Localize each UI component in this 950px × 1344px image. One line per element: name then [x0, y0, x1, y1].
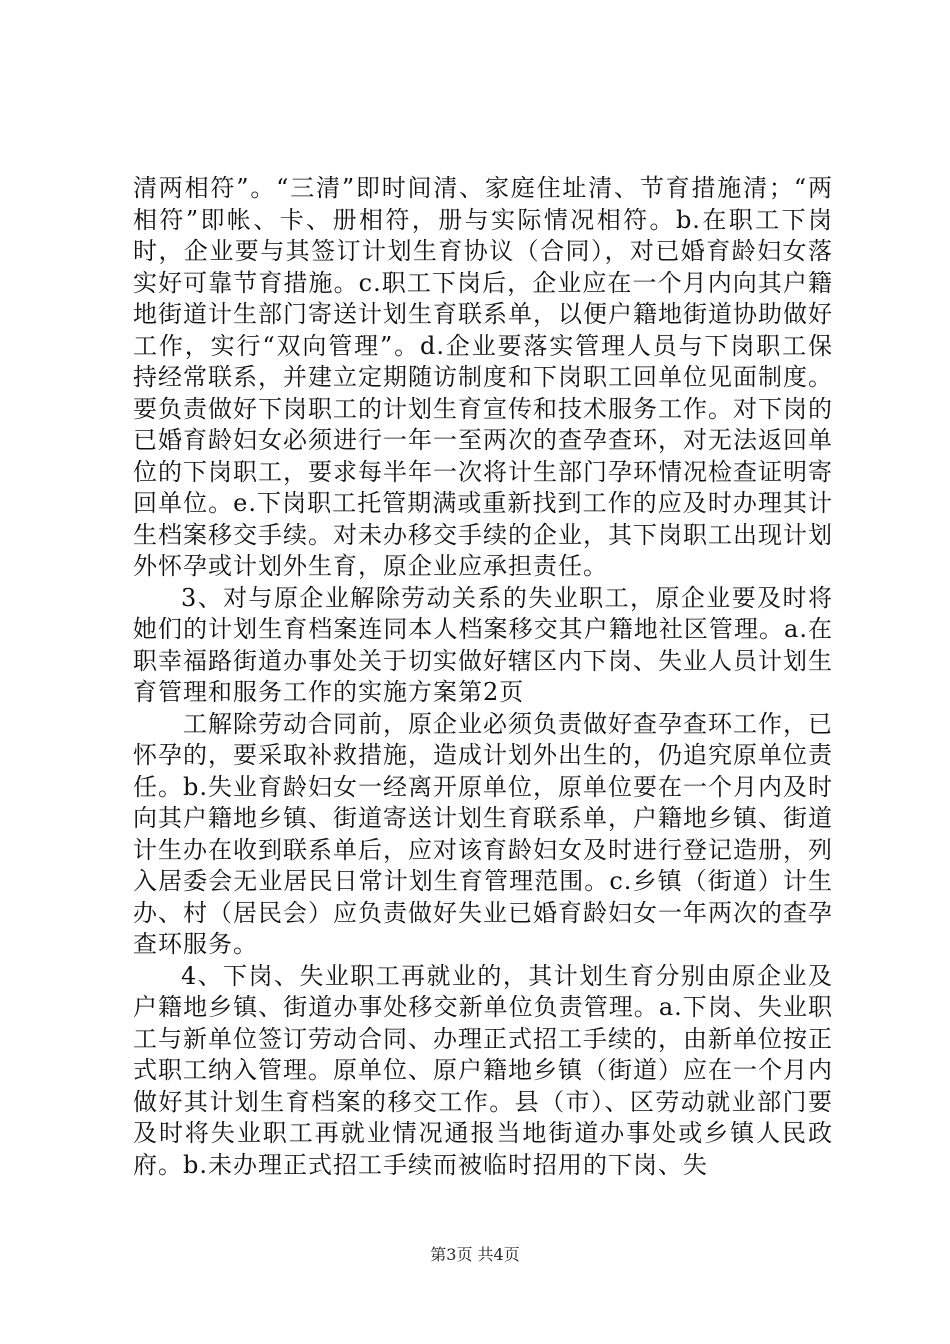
paragraph-item-3-continued: 工解除劳动合同前，原企业必须负责做好查孕查环工作，已怀孕的，要采取补救措施，造成计划外出生的，仍追究原单位责任。b.失业育龄妇女一经离开原单位，原单位要在一个月内及时向其户籍地乡镇、街道寄送计划生育联系单，户籍地乡镇、街道计生办在收到联系单后，应对该育龄妇女及时进行登记造册，列入居委会无业居民日常计划生育管理范围。c.乡镇（街道）计生办、村（居民会）应负责做好失业已婚育龄妇女一年两次的查孕查环服务。 [133, 709, 833, 958]
document-body [133, 173, 833, 1181]
paragraph-continuation: 清两相符”。“三清”即时间清、家庭住址清、节育措施清；“两相符”即帐、卡、册相符，册与实际情况相符。b.在职工下岗时，企业要与其签订计划生育协议（合同），对已婚育龄妇女落实好可靠节育措施。c.职工下岗后，企业应在一个月内向其户籍地街道计生部门寄送计划生育联系单，以便户籍地街道协助做好工作，实行“双向管理”。d.企业要落实管理人员与下岗职工保持经常联系，并建立定期随访制度和下岗职工回单位见面制度。要负责做好下岗职工的计划生育宣传和技术服务工作。对下岗的已婚育龄妇女必须进行一年一至两次的查孕查环，对无法返回单位的下岗职工，要求每半年一次将计生部门孕环情况检查证明寄回单位。e.下岗职工托管期满或重新找到工作的应及时办理其计生档案移交手续。对未办移交手续的企业，其下岗职工出现计划外怀孕或计划外生育，原企业应承担责任。 [133, 174, 833, 580]
paragraph-item-4: 4、下岗、失业职工再就业的，其计划生育分别由原企业及户籍地乡镇、街道办事处移交新单位负责管理。a.下岗、失业职工与新单位签订劳动合同、办理正式招工手续的，由新单位按正式职工纳入管理。原单位、原户籍地乡镇（街道）应在一个月内做好其计划生育档案的移交工作。县（市）、区劳动就业部门要及时将失业职工再就业情况通报当地街道办事处或乡镇人民政府。b.未办理正式招工手续而被临时招用的下岗、失 [133, 961, 833, 1179]
page-number-footer: 第3页 共4页 [430, 1245, 520, 1264]
paragraph-item-3: 3、对与原企业解除劳动关系的失业职工，原企业要及时将她们的计划生育档案连同本人档案移交其户籍地社区管理。a.在职幸福路街道办事处关于切实做好辖区内下岗、失业人员计划生育管理和服务工作的实施方案第2页 [133, 583, 833, 706]
